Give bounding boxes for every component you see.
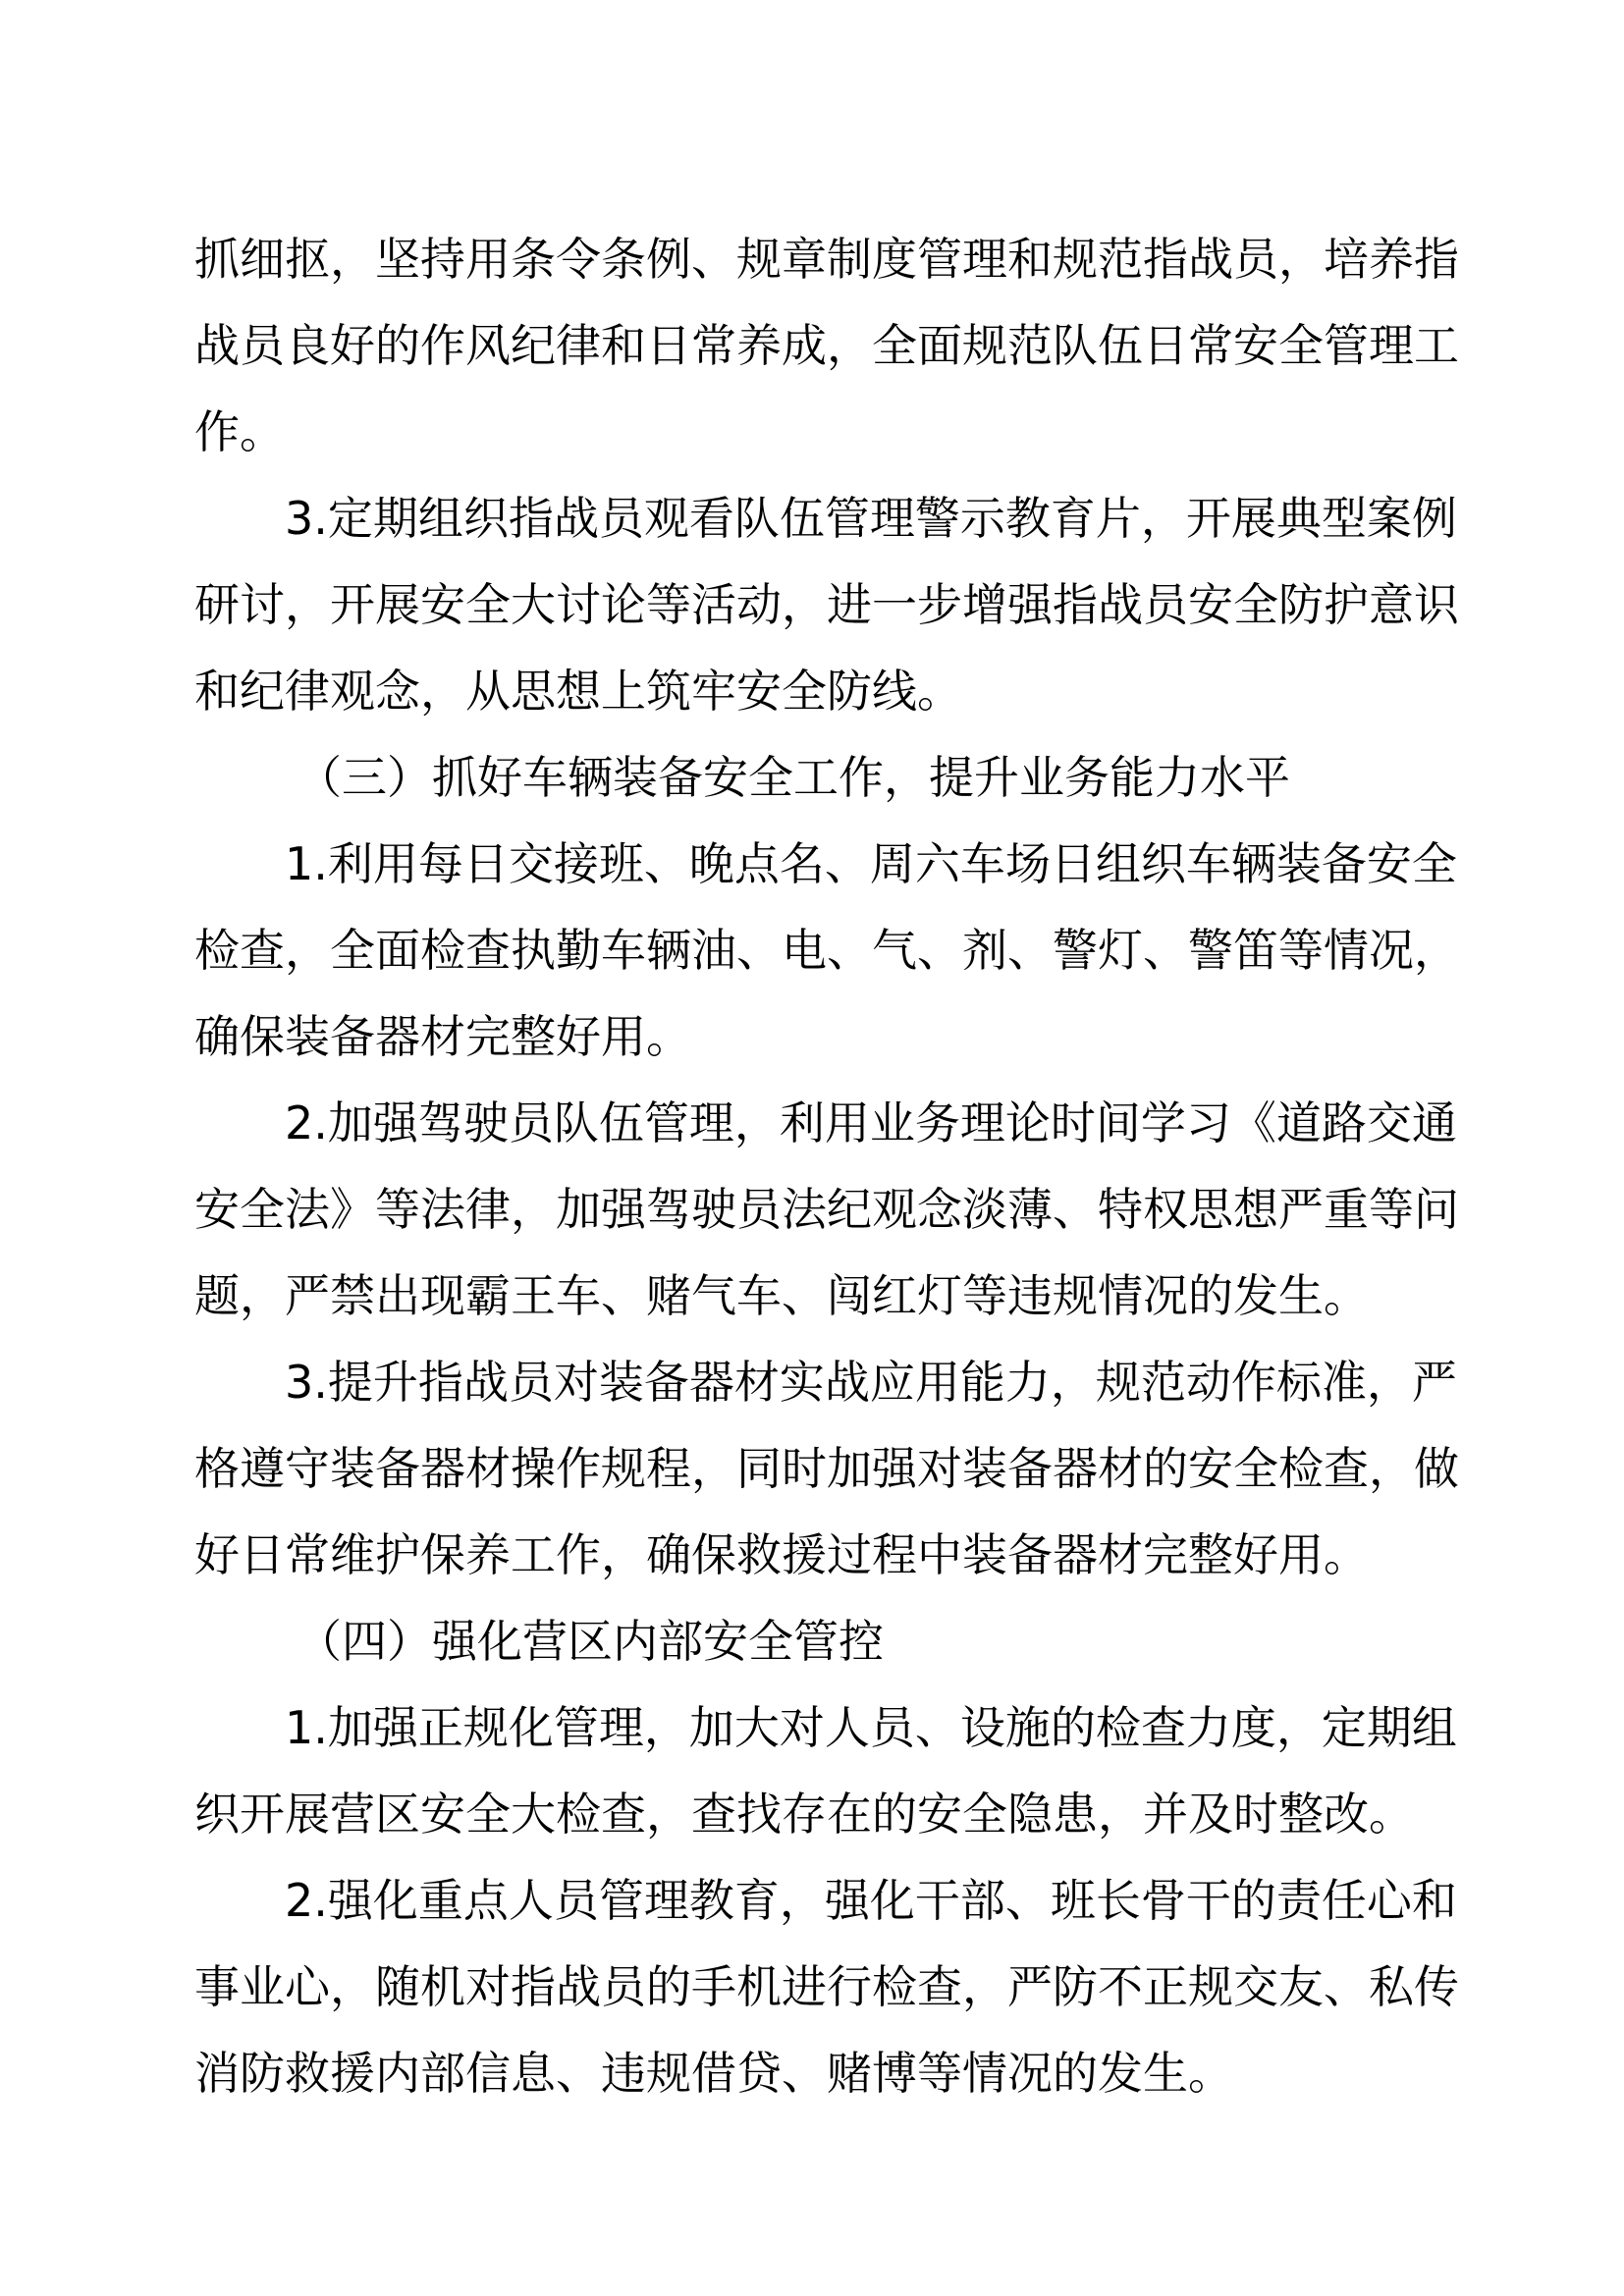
heading-text: （三）抓好车辆装备安全工作，提升业务能力水平 [297,751,1290,804]
text-line: 格遵守装备器材操作规程，同时加强对装备器材的安全检查，做 [194,1442,1459,1495]
text-line: 安全法》等法律，加强驾驶员法纪观念淡薄、特权思想严重等问 [194,1183,1459,1236]
text-line: 2.加强驾驶员队伍管理，利用业务理论时间学习《道路交通 [285,1096,1457,1149]
text-line: 事业心，随机对指战员的手机进行检查，严防不正规交友、私传 [194,1960,1459,2013]
text-line: 研讨，开展安全大讨论等活动，进一步增强指战员安全防护意识 [194,578,1459,631]
text-line: 3.定期组织指战员观看队伍管理警示教育片，开展典型案例 [285,492,1457,545]
paragraph-item-1-vehicle-check [194,821,1459,1080]
text-line: 确保装备器材完整好用。 [194,1010,691,1063]
text-line: 检查，全面检查执勤车辆油、电、气、剂、警灯、警笛等情况， [194,924,1459,977]
text-line: 2.强化重点人员管理教育，强化干部、班长骨干的责任心和 [285,1874,1457,1927]
paragraph-item-2-key-personnel [194,1857,1459,2116]
section-heading-3 [194,734,1434,821]
text-line: 战员良好的作风纪律和日常养成，全面规范队伍日常安全管理工 [194,319,1459,372]
text-line: 题，严禁出现霸王车、赌气车、闯红灯等违规情况的发生。 [194,1269,1369,1322]
paragraph-continuation [194,216,1459,475]
text-line: 消防救援内部信息、违规借贷、赌博等情况的发生。 [194,2047,1233,2100]
section-heading-4 [194,1598,1434,1684]
document-body [194,216,1459,2116]
text-line: 和纪律观念，从思想上筑牢安全防线。 [194,665,962,718]
heading-text: （四）强化营区内部安全管控 [297,1615,884,1668]
paragraph-item-3-warning-education [194,475,1459,734]
text-line: 1.利用每日交接班、晚点名、周六车场日组织车辆装备安全 [285,837,1457,890]
text-line: 作。 [194,405,285,458]
paragraph-item-2-driver-management [194,1080,1459,1339]
text-line: 抓细抠，坚持用条令条例、规章制度管理和规范指战员，培养指 [194,233,1459,286]
paragraph-item-3-equipment-skills [194,1339,1459,1598]
text-line: 1.加强正规化管理，加大对人员、设施的检查力度，定期组 [285,1701,1457,1754]
text-line: 好日常维护保养工作，确保救援过程中装备器材完整好用。 [194,1528,1369,1581]
paragraph-item-1-standardized-management [194,1684,1457,1857]
text-line: 织开展营区安全大检查，查找存在的安全隐患，并及时整改。 [194,1788,1414,1841]
text-line: 3.提升指战员对装备器材实战应用能力，规范动作标准，严 [285,1356,1457,1409]
